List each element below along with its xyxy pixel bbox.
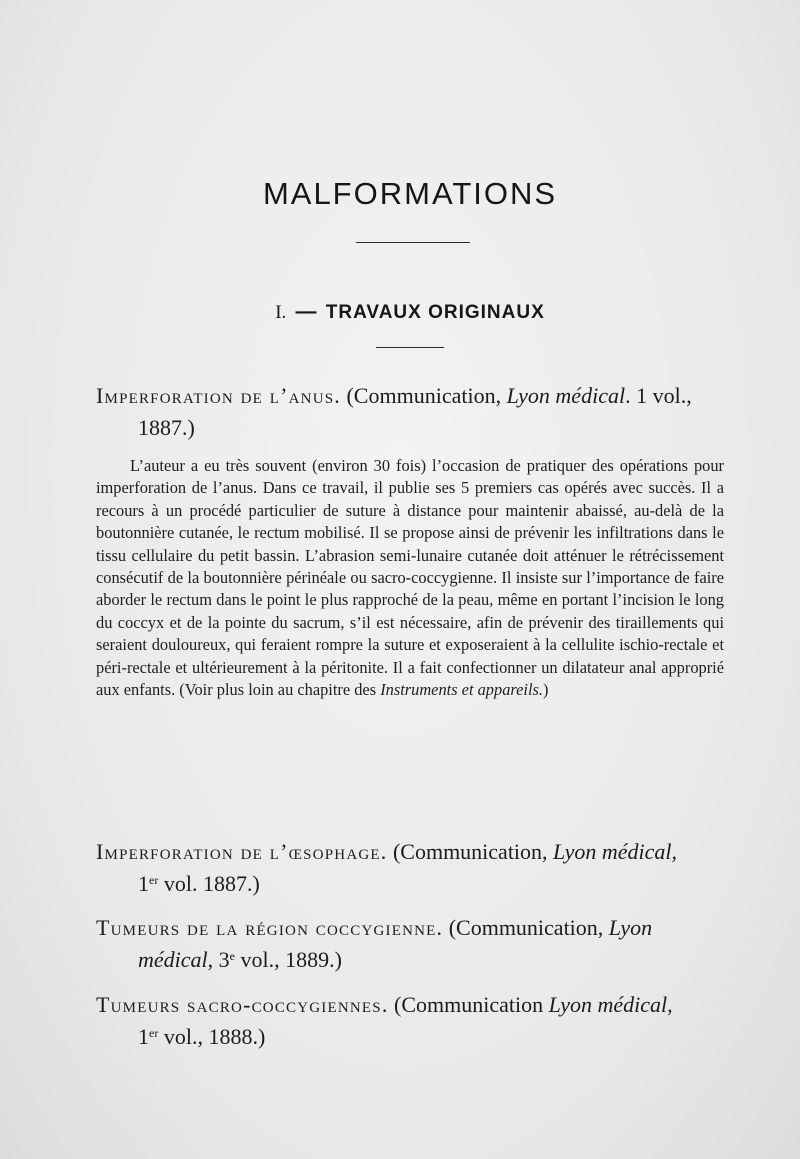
section-dash: — — [295, 300, 317, 323]
entry-continuation — [96, 944, 724, 976]
bibliography-entry — [96, 989, 724, 1053]
entry-journal: Lyon — [608, 915, 653, 940]
entry-volume-sup: er — [149, 873, 159, 887]
entry-volume-sup: er — [149, 1026, 159, 1040]
entry-volume-rest: vol. 1887.) — [158, 871, 260, 896]
section-heading — [0, 299, 800, 324]
entry-continuation: 1887.) — [138, 415, 195, 440]
entry-volume: 1 vol., — [636, 383, 692, 408]
chapter-title: MALFORMATIONS — [262, 176, 558, 211]
entry-journal: Lyon médical, — [548, 992, 673, 1017]
entry-journal: Lyon médical, — [553, 839, 678, 864]
entry-ref-open: (Communication — [388, 992, 549, 1017]
entry-continuation — [96, 1021, 724, 1053]
bibliography-entry — [96, 912, 724, 976]
entry-title: Imperforation de l’œsophage. — [96, 839, 388, 864]
abstract-text: L’auteur a eu très souvent (environ 30 fois) l’occasion de pratiquer des opérations pour imperforation de l’anus. Dans ce travail, il publie ses 5 premiers cas opérés avec succès. Il a recours à un procédé particulier de suture à distance pour maintenir abaissé, au-delà de la boutonnière cutanée, le rectum mobilisé. Il se propose ainsi de prévenir les infiltrations dans le tissu cellulaire du petit bassin. L’abrasion semi-lunaire cutanée doit atténuer le rétrécissement consécutif de la boutonnière périnéale ou sacro-coccygienne. Il insiste sur l’importance de faire aborder le rectum dans le point le plus rapproché de la peau, même en portant l’incision le long du coccyx et de la pointe du sacrum, s’il est nécessaire, afin de prévenir des tiraillements qui seraient douloureux, qui feraient rompre la suture et exposeraient à la cellulite ischio-rectale et péri-rectale et ultérieurement à la péritonite. Il a fait confectionner un dilatateur anal approprié aux enfants. (Voir plus loin au chapitre des — [96, 456, 724, 700]
section-number: I. — [275, 302, 287, 323]
entry-title: Tumeurs de la région coccygienne. — [96, 915, 444, 940]
entry-journal-cont: médical — [138, 947, 208, 972]
entry-title: Tumeurs sacro-coccygiennes. — [96, 992, 389, 1017]
abstract-crossref: Instruments et appareils. — [380, 680, 544, 700]
entry-ref-open: (Communication, — [443, 915, 609, 940]
entry-ref-mid: . — [625, 383, 637, 408]
bibliography-entry — [96, 380, 724, 444]
section-title: TRAVAUX ORIGINAUX — [325, 302, 545, 323]
entry-volume-num: , 3 — [207, 947, 230, 972]
entry-volume-num: 1 — [138, 1024, 149, 1049]
bibliography-entry — [96, 836, 724, 900]
entry-ref-open: (Communication, — [340, 383, 507, 408]
entry-abstract — [96, 455, 724, 701]
section-rule — [376, 347, 444, 348]
entry-volume-rest: vol., 1889.) — [234, 947, 342, 972]
entry-volume-sup: e — [229, 949, 235, 963]
entry-ref-open: (Communication, — [387, 839, 554, 864]
entry-journal: Lyon médical — [506, 383, 626, 408]
entry-volume-num: 1 — [138, 871, 149, 896]
entry-continuation — [96, 868, 724, 900]
abstract-close: ) — [543, 680, 549, 700]
entry-volume-rest: vol., 1888.) — [158, 1024, 266, 1049]
title-rule — [356, 242, 470, 243]
entry-title: Imperforation de l’anus. — [96, 383, 341, 408]
